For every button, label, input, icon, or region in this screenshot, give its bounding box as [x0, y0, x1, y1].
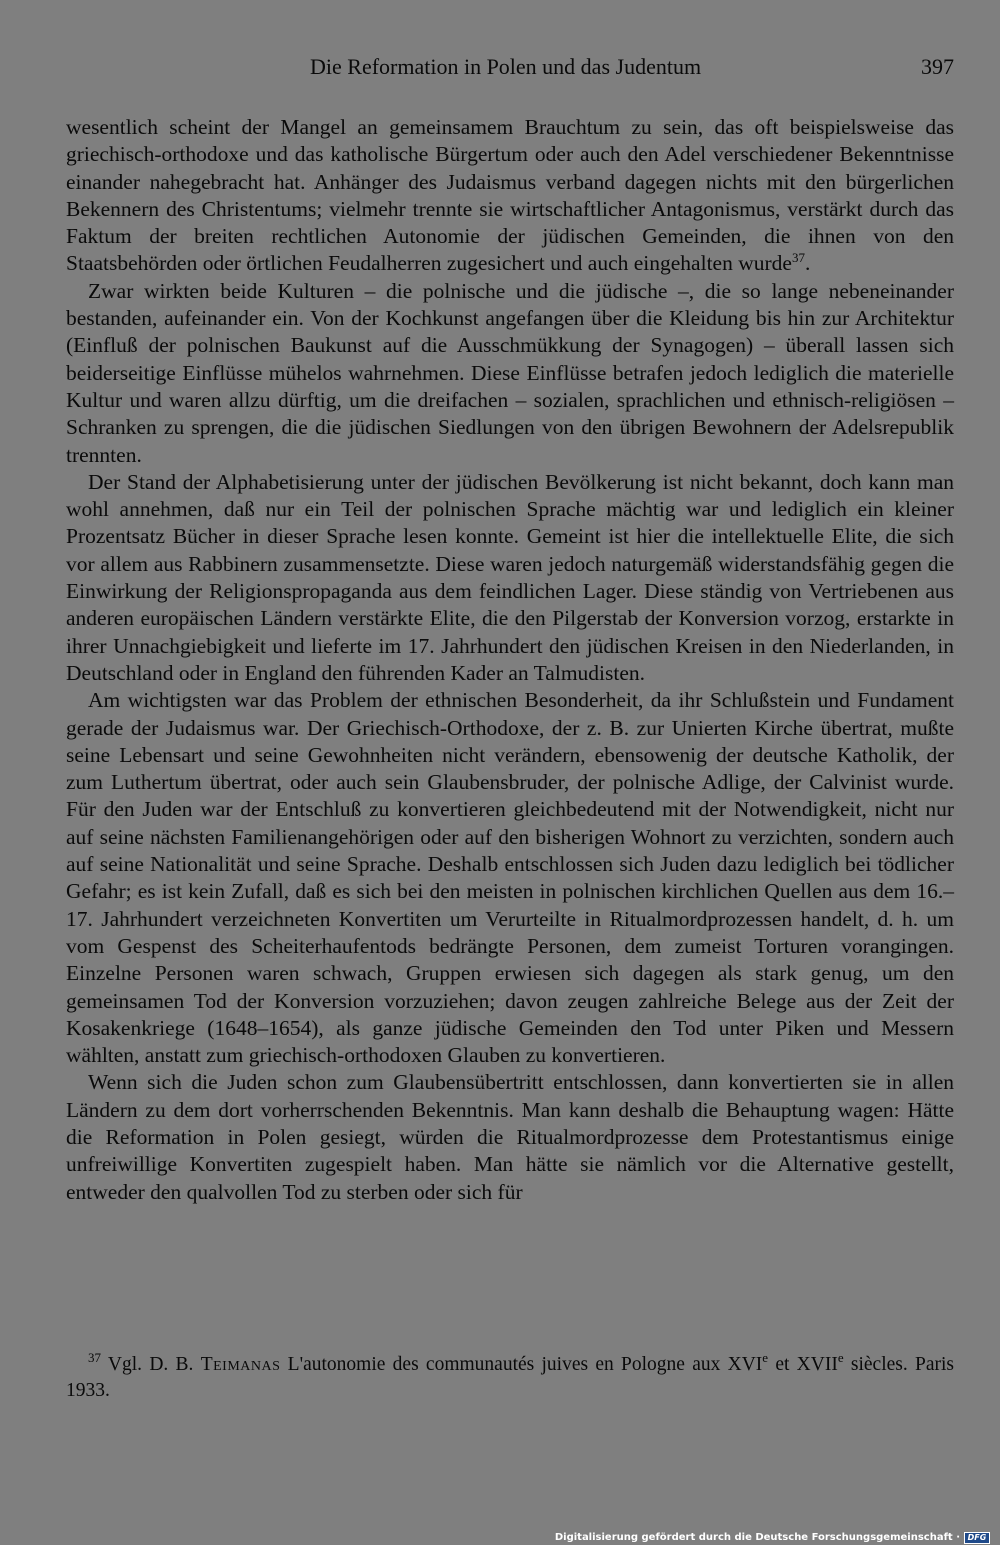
footnote-publication: siècles. Paris 1933.	[66, 1354, 954, 1401]
footnote-37	[66, 1352, 954, 1404]
sentence-end-punctuation: .	[804, 251, 811, 276]
footnote-superscript: e	[762, 1350, 769, 1365]
footnote-title-continued: et XVII	[775, 1354, 838, 1375]
running-title: Die Reformation in Polen und das Judentum	[310, 54, 702, 79]
paragraph-3: Der Stand der Alphabetisierung unter der jüdischen Bevölkerung ist nicht bekannt, doch kann man wohl annehmen, daß nur ein Teil der polnischen Sprache mächtig war und lediglich ein kleiner Prozentsatz Bücher in dieser Sprache lesen konnte. Gemeint ist hier die intellektuelle Elite, die sich vor allem aus Rabbinern zusammensetzte. Diese waren jedoch naturgemäß widerstandsfähig gegen die Einwirkung der Religionspropaganda aus dem feindlichen Lager. Diese ständig von Vertriebenen aus anderen europäischen Ländern verstärkte Elite, die den Pilgerstab der Konversion vorzog, erstarkte in ihrer Unnachgiebigkeit und lieferte im 17. Jahrhundert den jüdischen Kreisen in den Niederlanden, in Deutschland oder in England den führenden Kader an Talmudisten.	[66, 469, 954, 685]
body-text	[66, 114, 954, 1206]
paragraph-4: Am wichtigsten war das Problem der ethnischen Besonderheit, da ihr Schlußstein und Fundament gerade der Judaismus war. Der Griechisch-Orthodoxe, der z. B. zur Unierten Kirche übertrat, mußte seine Lebensart und seine Gewohnheiten nicht verändern, ebensowenig der deutsche Katholik, der zum Luthertum übertrat, oder auch sein Glaubensbruder, der polnische Adlige, der Calvinist wurde. Für den Juden war der Entschluß zu konvertieren gleichbedeutend mit der Notwendigkeit, nicht nur auf seine nächsten Familienangehörigen oder auf den bisherigen Wohnort zu verzichten, sondern auch auf seine Nationalität und seine Sprache. Deshalb entschlossen sich Juden dazu lediglich bei tödlicher Gefahr; es ist kein Zufall, daß es sich bei den meisten in polnischen kirchlichen Quellen aus dem 16.–17. Jahrhundert verzeichneten Konvertiten um Verurteilte in Ritualmordprozessen handelt, d. h. um vom Gespenst des Scheiterhaufentods bedrängte Personen, dem zumeist Torturen vorangingen. Einzelne Personen waren schwach, Gruppen erwiesen sich dagegen als stark genug, um den gemeinsamen Tod der Konversion vorzuziehen; davon zeugen zahlreiche Belege aus der Zeit der Kosakenkriege (1648–1654), als ganze jüdische Gemeinden den Tod unter Piken und Messern wählten, anstatt zum griechisch-orthodoxen Glauben zu konvertieren.	[66, 688, 954, 1068]
paragraph-1	[66, 114, 954, 278]
footnote-author: Teimanas	[200, 1354, 281, 1375]
dfg-logo-icon: DFG	[964, 1532, 990, 1544]
paragraph-5: Wenn sich die Juden schon zum Glaubensübertritt entschlossen, dann konvertierten sie in allen Ländern zu dem dort vorherrschenden Bekenntnis. Man kann deshalb die Behauptung wagen: Hätte die Reformation in Polen gesiegt, würden die Ritualmordprozesse dem Protestantismus einige unfreiwillige Konvertiten zugespielt haben. Man hätte sie nämlich vor die Alternative gestellt, entweder den qualvollen Tod zu sterben oder sich für	[66, 1070, 954, 1204]
page-number: 397	[921, 54, 954, 79]
footnote-number: 37	[88, 1350, 101, 1365]
footnote-title: L'autonomie des communautés juives en Pologne aux XVI	[287, 1354, 763, 1375]
footnote-reference: 37	[791, 250, 805, 266]
paragraph-2: Zwar wirkten beide Kulturen – die polnische und die jüdische –, die so lange nebeneinander bestanden, aufeinander ein. Von der Kochkunst angefangen über die Kleidung bis hin zur Architektur (Einfluß der polnischen Baukunst auf die Ausschmükkung der Synagogen) – überall lassen sich beiderseitige Einflüsse mühelos wahrnehmen. Diese Einflüsse betrafen jedoch lediglich die materielle Kultur und waren allzu dürftig, um die dreifachen – sozialen, sprachlichen und ethnisch-religiösen – Schranken zu sprengen, die die jüdischen Siedlungen von den übrigen Bewohnern der Adelsrepublik trennten.	[66, 278, 954, 467]
footnote-lead: Vgl. D. B.	[107, 1354, 194, 1375]
digitization-credit	[555, 1531, 990, 1544]
footnote-superscript: e	[837, 1350, 844, 1365]
running-head	[66, 53, 954, 81]
paragraph-text: wesentlich scheint der Mangel an gemeinsamem Brauchtum zu sein, das oft beispielsweise das griechisch-orthodoxe und das katholische Bürgertum oder auch den Adel verschiedener Bekenntnisse einander nahegebracht hat. Anhänger des Judaismus verband dagegen nichts mit den bürgerlichen Bekennern des Christentums; vielmehr trennte sie wirtschaftlicher Antagonismus, verstärkt durch das Faktum der breiten rechtlichen Autonomie der jüdischen Gemeinden, die ihnen von den Staatsbehörden oder örtlichen Feudalherren zugesichert und auch eingehalten wurde	[66, 115, 954, 276]
footnotes	[66, 1352, 954, 1404]
credit-text: Digitalisierung gefördert durch die Deutsche Forschungsgemeinschaft ·	[554, 1531, 960, 1543]
